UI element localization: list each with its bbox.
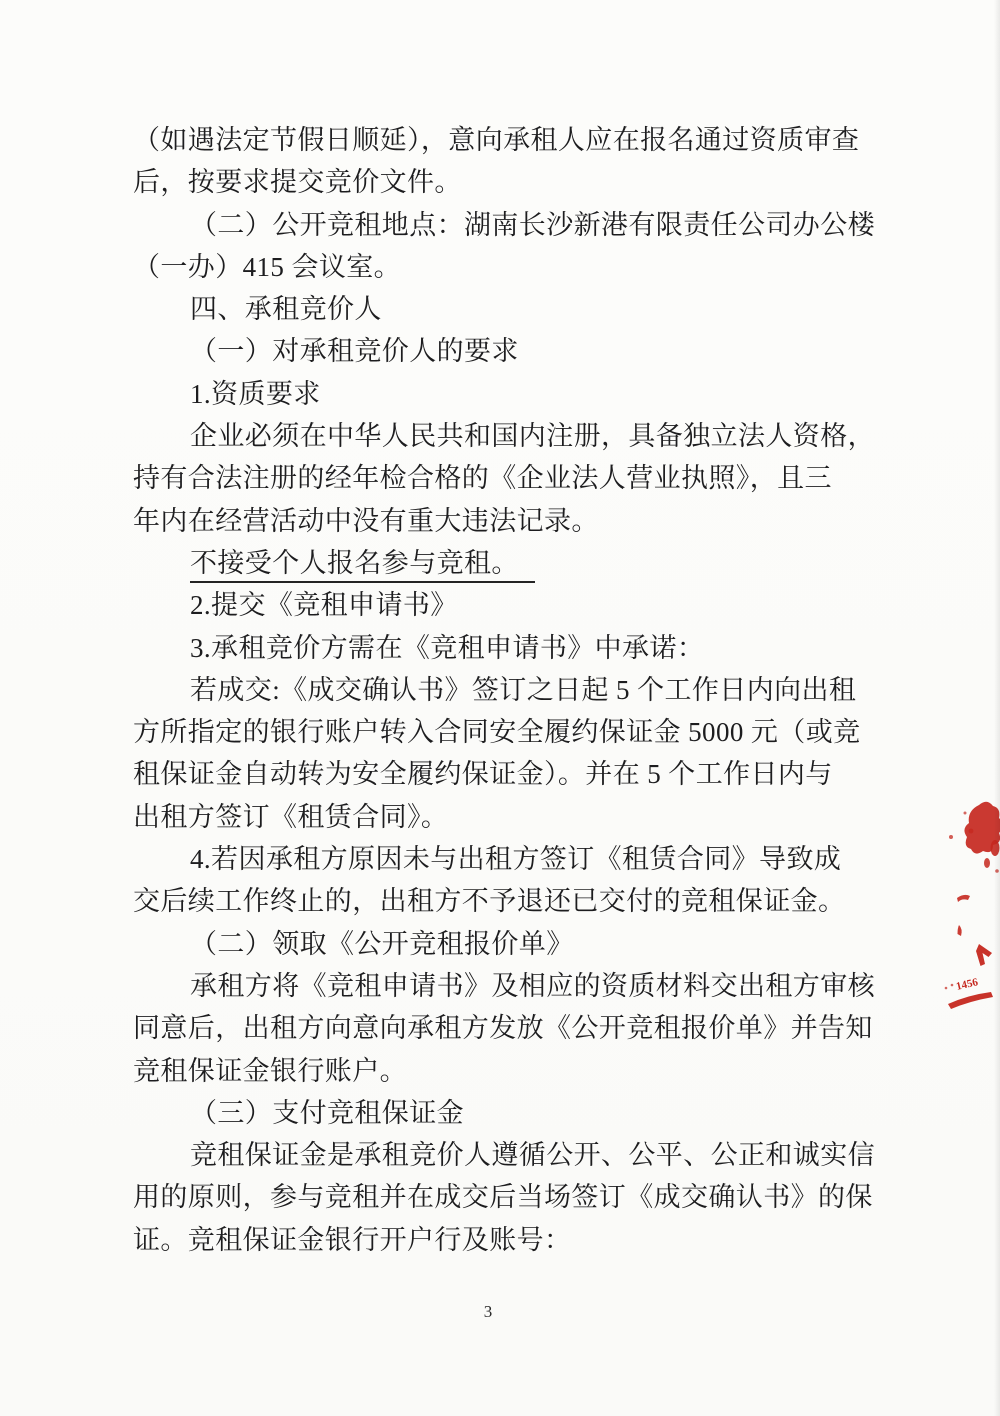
- stamp-speck: [969, 829, 974, 834]
- text-line-content: （三）支付竞租保证金: [190, 1097, 464, 1128]
- stamp-check-stroke: [976, 944, 992, 966]
- stamp-blob: [984, 858, 990, 868]
- red-seal-stamp-fragment: [942, 798, 1000, 1013]
- text-line: [133, 1007, 878, 1049]
- text-line-content: 4.若因承租方原因未与出租方签订《租赁合同》导致成: [190, 844, 842, 875]
- text-line: [133, 500, 878, 542]
- text-line-content: 竞租保证金银行账户。: [133, 1055, 407, 1086]
- text-line-content: 租保证金自动转为安全履约保证金）。并在 5 个工作日内与: [133, 759, 833, 790]
- text-line: [133, 1176, 878, 1218]
- text-line-content: （二）领取《公开竞租报价单》: [190, 928, 574, 959]
- stamp-speck: [949, 835, 953, 839]
- text-line: [133, 1050, 878, 1092]
- stamp-dash: [957, 895, 970, 902]
- document-body: [133, 119, 878, 1261]
- text-line: [133, 669, 878, 711]
- text-line: [133, 161, 878, 203]
- text-line-content: 若成交:《成交确认书》签订之日起 5 个工作日内向出租: [190, 674, 857, 705]
- text-line-content: （一）对承租竞价人的要求: [190, 336, 519, 367]
- page-number: 3: [483, 1302, 493, 1321]
- text-line-content: 竞租保证金是承租竞价人遵循公开、公平、公正和诚实信: [190, 1140, 875, 1171]
- text-line: [133, 838, 878, 880]
- text-line-content: 出租方签订《租赁合同》。: [133, 801, 449, 832]
- text-line: [133, 627, 878, 669]
- text-line-content: （一办）415 会议室。: [133, 251, 402, 282]
- text-line: [133, 711, 878, 753]
- text-line-content: （二）公开竞租地点：湖南长沙新港有限责任公司办公楼: [190, 209, 875, 240]
- text-line-content: 3.承租竞价方需在《竞租申请书》中承诺：: [190, 632, 705, 663]
- text-line-content: 承租方将《竞租申请书》及相应的资质材料交出租方审核: [190, 970, 875, 1001]
- stamp-speck: [945, 987, 948, 990]
- page-footer: [0, 1302, 976, 1322]
- text-line-content: 四、承租竞价人: [190, 294, 382, 325]
- text-line: [133, 457, 878, 499]
- text-line: [133, 880, 878, 922]
- text-line: [133, 415, 878, 457]
- text-line: [133, 119, 878, 161]
- text-line-content: 企业必须在中华人民共和国内注册，具备独立法人资格，: [190, 421, 875, 452]
- text-line-content: 不接受个人报名参与竞租。: [190, 548, 535, 583]
- text-line: [133, 965, 878, 1007]
- text-line-content: 交后续工作终止的，出租方不予退还已交付的竞租保证金。: [133, 886, 846, 917]
- text-line-content: 持有合法注册的经年检合格的《企业法人营业执照》，且三: [133, 463, 832, 494]
- text-line-content: 1.资质要求: [190, 378, 321, 409]
- stamp-speck: [951, 984, 954, 987]
- text-line: [133, 1134, 878, 1176]
- text-line-content: 方所指定的银行账户转入合同安全履约保证金 5000 元（或竞: [133, 717, 861, 748]
- text-line: [133, 1219, 878, 1261]
- scan-edge-shadow: [994, 0, 1000, 1416]
- text-line: [133, 204, 878, 246]
- text-line: [133, 796, 878, 838]
- text-line: [133, 584, 878, 626]
- text-line: [133, 753, 878, 795]
- text-line: [133, 330, 878, 372]
- text-line-content: 后，按要求提交竞价文件。: [133, 167, 462, 198]
- text-line-underlined: [133, 542, 878, 584]
- text-line-content: （如遇法定节假日顺延），意向承租人应在报名通过资质审查: [133, 125, 860, 155]
- text-line-content: 用的原则，参与竞租并在成交后当场签订《成交确认书》的保: [133, 1182, 873, 1213]
- text-line-content: 2.提交《竞租申请书》: [190, 590, 458, 621]
- text-line: [133, 246, 878, 288]
- text-line: [133, 373, 878, 415]
- stamp-speck: [964, 812, 967, 815]
- text-line: [133, 923, 878, 965]
- text-line: [133, 288, 878, 330]
- text-line: [133, 1092, 878, 1134]
- stamp-serial-digits: 1456: [954, 976, 980, 993]
- text-line-content: 证。竞租保证金银行开户行及账号：: [133, 1224, 572, 1255]
- stamp-smear: [948, 992, 993, 1009]
- text-line-content: 年内在经营活动中没有重大违法记录。: [133, 505, 599, 536]
- text-line-content: 同意后，出租方向意向承租方发放《公开竞租报价单》并告知: [133, 1013, 873, 1044]
- stamp-stroke: [958, 925, 962, 936]
